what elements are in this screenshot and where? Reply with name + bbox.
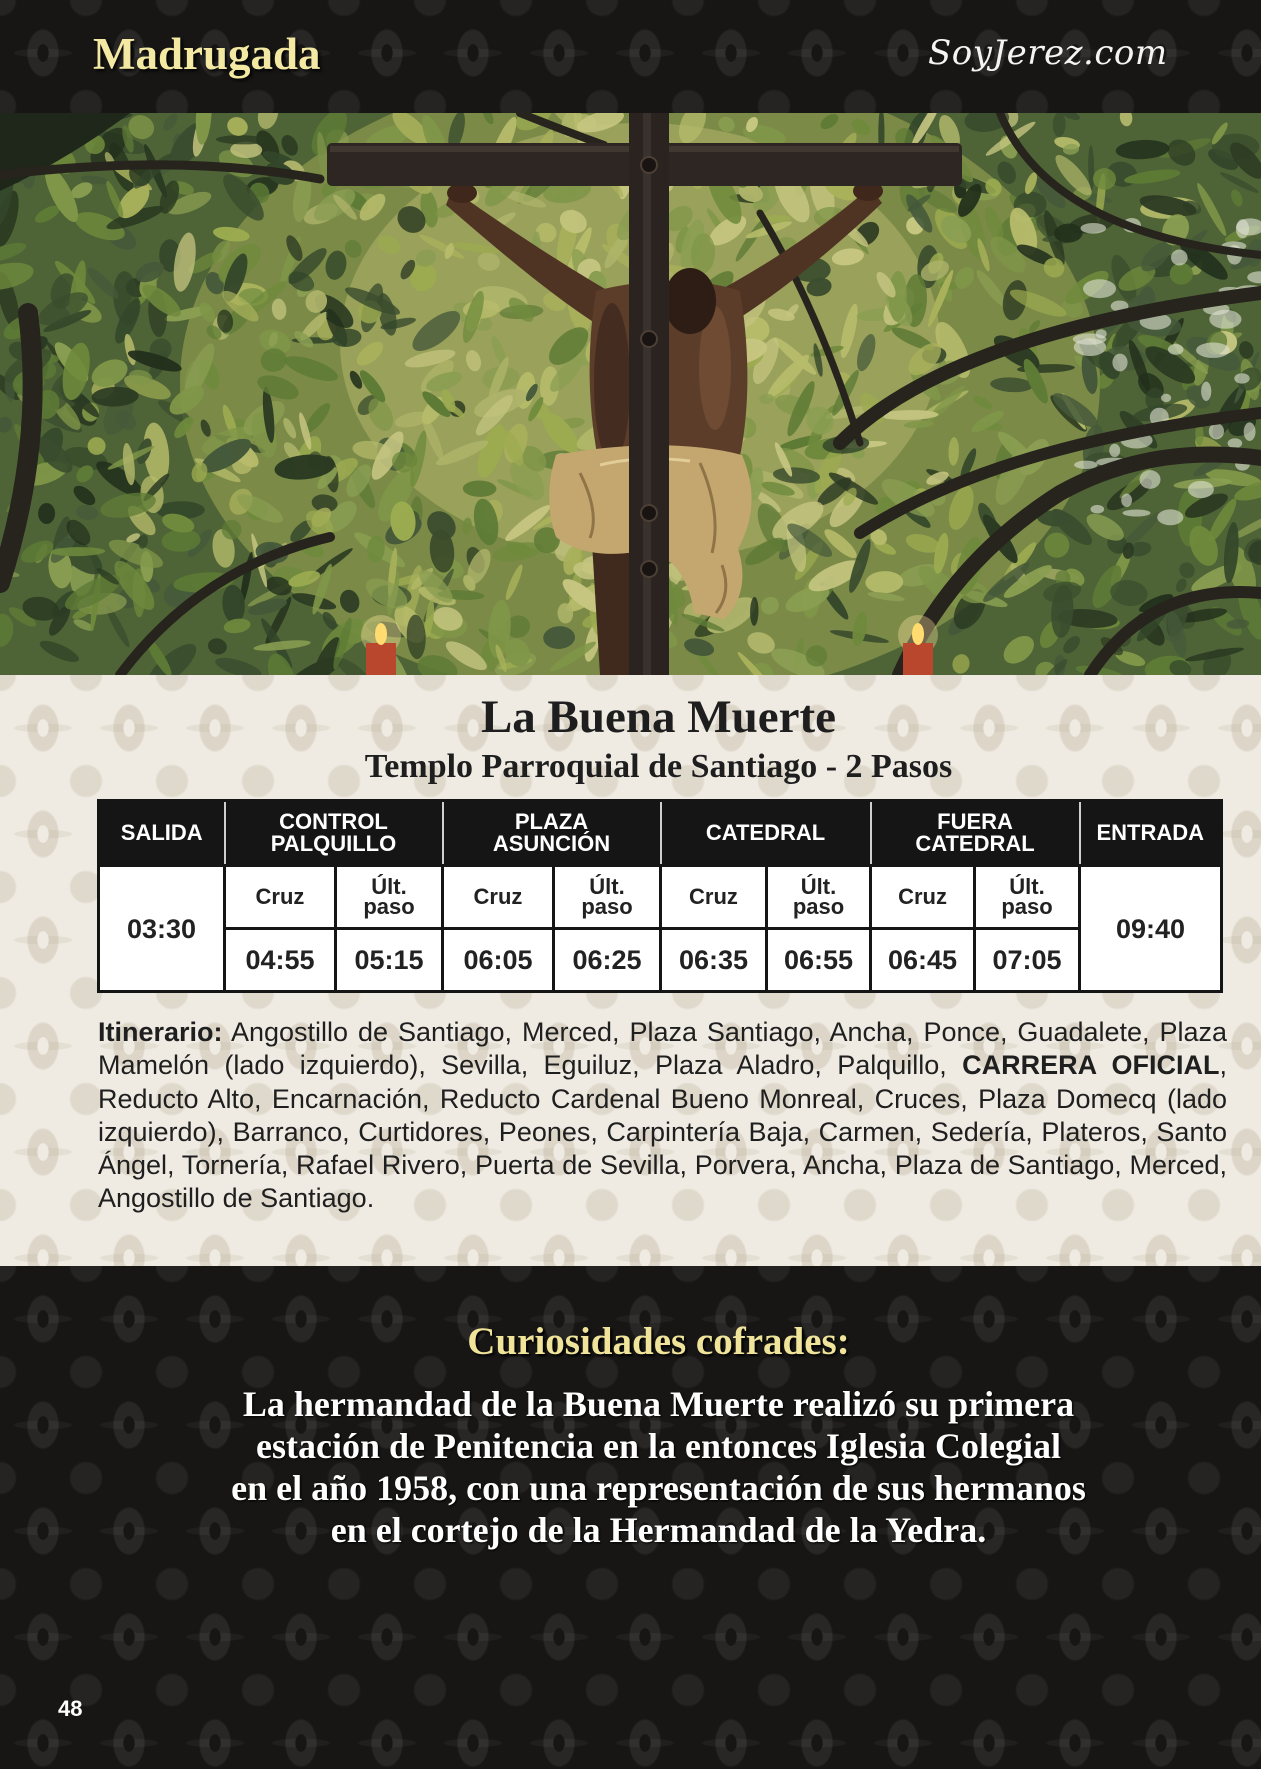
cross-knob: [641, 505, 657, 521]
candle-right: [903, 643, 933, 675]
control-palquillo-ultimo-label: Últ. paso: [336, 866, 443, 929]
catedral-cruz-time: 06:35: [661, 929, 767, 992]
curiosities-line: en el año 1958, con una representación de sus hermanos: [231, 1468, 1086, 1508]
sky-patch: [1112, 354, 1127, 372]
torso-shadow: [594, 303, 630, 463]
fuera-catedral-cruz-label: Cruz: [871, 866, 975, 929]
header-control-palquillo: CONTROL PALQUILLO: [225, 801, 443, 866]
fuera-catedral-ultimo-label: Últ. paso: [975, 866, 1080, 929]
candle-flame: [375, 623, 387, 645]
sky-patch: [1234, 373, 1249, 383]
candle-flame: [912, 623, 924, 645]
control-palquillo-ultimo-time: 05:15: [336, 929, 443, 992]
foliage-leaf: [38, 503, 55, 524]
header-catedral: CATEDRAL: [661, 801, 871, 866]
sky-patch: [1073, 333, 1107, 344]
procession-subtitle: Templo Parroquial de Santiago - 2 Pasos: [364, 748, 953, 785]
page-header: [0, 0, 1261, 113]
curiosities-title: Curiosidades cofrades:: [467, 1320, 850, 1363]
header-entrada: ENTRADA: [1080, 801, 1222, 866]
catedral-cruz-label: Cruz: [661, 866, 767, 929]
sky-patch: [1228, 438, 1243, 448]
header-fuera-catedral: FUERA CATEDRAL: [871, 801, 1080, 866]
sky-patch: [1109, 444, 1120, 457]
control-palquillo-cruz-label: Cruz: [225, 866, 336, 929]
entrada-time: 09:40: [1080, 866, 1222, 992]
plaza-asuncion-cruz-time: 06:05: [443, 929, 554, 992]
itinerary-carrera-oficial: CARRERA OFICIAL: [962, 1050, 1220, 1081]
sky-patch: [1083, 279, 1116, 298]
plaza-asuncion-ultimo-label: Últ. paso: [554, 866, 661, 929]
sky-patch: [1121, 494, 1132, 507]
procession-name: La Buena Muerte: [480, 691, 837, 743]
soyjerez-logo: SoyJerez.com: [928, 33, 1168, 73]
curiosities-text: [97, 1383, 1220, 1551]
itinerary-text: [98, 1016, 1227, 1216]
itinerary-route-part-2: , Reducto Alto, Encarnación, Reducto Cardenal Bueno Monreal, Cruces, Plaza Domecq (lado izquierdo), Barranco, Curtidores, Peones, Carpintería Baja, Carmen, Sedería, Plateros, Santo Ángel, Tornería, Rafael Rivero, Puerta de Sevilla, Porvera, Ancha, Plaza de Santiago, Merced, Angostillo de Santiago.: [98, 1050, 1227, 1214]
fuera-catedral-cruz-time: 06:45: [871, 929, 975, 992]
sky-patch: [1074, 461, 1098, 469]
sky-patch: [1081, 223, 1107, 234]
sky-patch: [1123, 510, 1151, 517]
crucifix-photo: [0, 113, 1261, 675]
candle-left: [366, 643, 396, 675]
schedule-label-row: [99, 866, 1222, 929]
itinerary-route-part-1: Angostillo de Santiago, Merced, Plaza Santiago, Ancha, Ponce, Guadalete, Plaza Mamelón (lado izquierdo), Sevilla, Eguiluz, Plaza Aladro, Palquillo,: [98, 1017, 1228, 1081]
header-salida: SALIDA: [99, 801, 225, 866]
catedral-ultimo-label: Últ. paso: [767, 866, 871, 929]
fuera-catedral-ultimo-time: 07:05: [975, 929, 1080, 992]
sky-patch: [1157, 509, 1183, 525]
sky-patch: [1161, 394, 1171, 402]
salida-time: 03:30: [99, 866, 225, 992]
cross-knob: [641, 331, 657, 347]
sky-patch: [1168, 344, 1184, 355]
cross-knob: [641, 157, 657, 173]
curiosities-line: en el cortejo de la Hermandad de la Yedra.: [330, 1510, 987, 1550]
schedule-time-row: [99, 929, 1222, 992]
section-title: Madrugada: [93, 29, 321, 79]
head: [664, 268, 716, 334]
plaza-asuncion-ultimo-time: 06:25: [554, 929, 661, 992]
plaza-asuncion-cruz-label: Cruz: [443, 866, 554, 929]
curiosities-line: estación de Penitencia en la entonces Iglesia Colegial: [256, 1426, 1061, 1466]
curiosities-line: La hermandad de la Buena Muerte realizó su primera: [242, 1384, 1075, 1424]
control-palquillo-cruz-time: 04:55: [225, 929, 336, 992]
page-number: 48: [58, 1696, 83, 1721]
sky-patch: [1201, 382, 1211, 401]
schedule-header-row: [99, 801, 1222, 866]
sky-patch: [1091, 505, 1105, 514]
sky-patch: [1171, 250, 1188, 266]
sky-patch: [1236, 219, 1249, 238]
vertical-beam-highlight: [643, 113, 651, 675]
sky-patch: [1188, 481, 1214, 498]
sky-patch: [1140, 470, 1161, 489]
sky-patch: [1244, 422, 1256, 441]
catedral-ultimo-time: 06:55: [767, 929, 871, 992]
cross-knob: [641, 561, 657, 577]
itinerary-label: Itinerario:: [98, 1017, 223, 1047]
header-plaza-asuncion: PLAZA ASUNCIÓN: [443, 801, 661, 866]
schedule-table: [97, 799, 1223, 993]
sky-patch: [1196, 343, 1230, 358]
